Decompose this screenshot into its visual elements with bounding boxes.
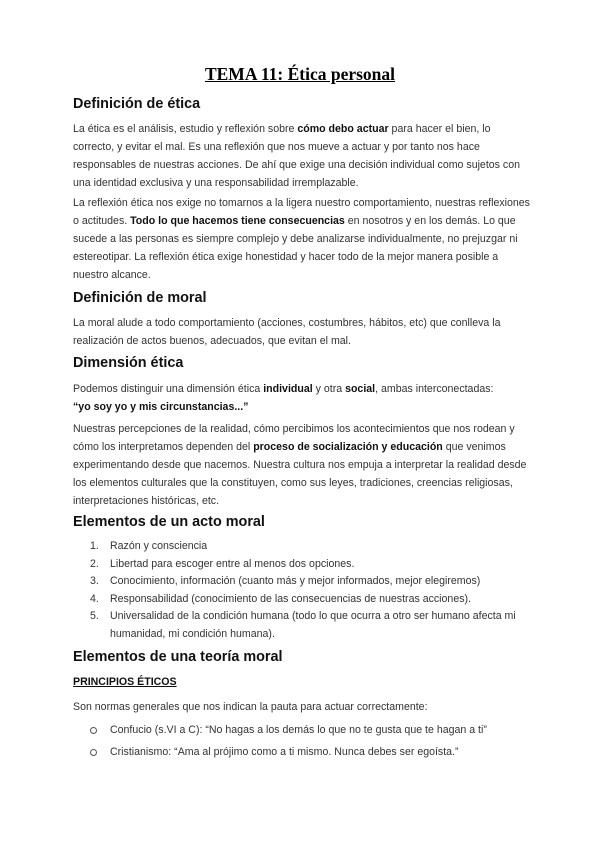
text: , ambas interconectadas: xyxy=(375,383,494,395)
text: La ética es el análisis, estudio y reflexión sobre xyxy=(73,123,298,135)
list-number: 2. xyxy=(90,557,99,570)
bullet-text: Confucio (s.VI a C): “No hagas a los demás lo que no te gusta que te hagan a ti” xyxy=(110,724,487,736)
list-text: Responsabilidad (conocimiento de las consecuencias de nuestras acciones). xyxy=(110,592,471,605)
text: que venimos experimentando desde que nacemos. Nuestra cultura nos empuja a interpretar la realidad desde los elementos culturales que la constituyen, como sus leyes, tradiciones, creencias religiosas, interpretaciones históricas, etc. xyxy=(73,441,527,507)
bullet-circle-icon xyxy=(90,749,97,756)
principios-list xyxy=(73,719,533,763)
list-text: Razón y consciencia xyxy=(110,540,208,552)
text: para hacer el bien, lo correcto, y evitar el mal. Es una reflexión que nos mueve a actuar y por tanto nos hace responsables de nuestras acciones. De ahí que exige una decisión individual como sujetos con una identidad exclusiva y una responsabilidad irremplazable. xyxy=(73,123,520,189)
bold-text: individual xyxy=(263,383,313,395)
bullet-item xyxy=(73,719,533,741)
heading-acto-moral: Elementos de un acto moral xyxy=(73,514,265,530)
text: y otra xyxy=(312,383,346,395)
heading-dimension-etica: Dimensión ética xyxy=(73,355,184,371)
bullet-circle-icon xyxy=(90,727,97,734)
paragraph-etica-1 xyxy=(73,120,533,192)
bold-text: social xyxy=(345,383,376,395)
heading-definicion-moral: Definición de moral xyxy=(73,290,207,306)
list-number: 5. xyxy=(90,610,99,622)
list-text: Libertad para escoger entre al menos dos opciones. xyxy=(110,557,355,570)
heading-teoria-moral: Elementos de una teoría moral xyxy=(73,649,283,665)
list-number: 3. xyxy=(90,575,99,587)
list-item xyxy=(73,538,533,556)
heading-definicion-etica: Definición de ética xyxy=(73,96,201,112)
paragraph-dimension-2 xyxy=(73,420,533,510)
text: en nosotros y en los demás. Lo que sucede a las personas es siempre complejo y debe analizarse individualmente, no prejuzgar ni estereotipar. La reflexión ética exige honestidad y hacer todo de la mejor manera posible a nuestro alcance. xyxy=(73,215,518,281)
paragraph-moral: La moral alude a todo comportamiento (acciones, costumbres, hábitos, etc) que conlleva la realización de actos buenos, adecuados, que evitan el mal. xyxy=(73,317,501,347)
bold-text: Todo lo que hacemos tiene consecuencias xyxy=(130,215,345,227)
list-number: 1. xyxy=(90,540,99,552)
list-text: Universalidad de la condición humana (todo lo que ocurra a otro ser humano afecta mi humanidad, mi condición humana). xyxy=(110,610,516,640)
list-text: Conocimiento, información (cuanto más y mejor informados, mejor elegiremos) xyxy=(110,575,481,587)
page-title: TEMA 11: Ética personal xyxy=(204,64,396,84)
list-number: 4. xyxy=(90,592,99,605)
text: La reflexión ética nos exige no tomarnos a la ligera nuestro comportamiento, nuestras reflexiones o actitudes. xyxy=(73,197,530,227)
bullet-item xyxy=(73,741,533,763)
list-item xyxy=(73,591,533,609)
paragraph-dimension-1 xyxy=(73,380,533,416)
list-item xyxy=(73,556,533,574)
text: Nuestras percepciones de la realidad, cómo percibimos los acontecimientos que nos rodean y cómo los interpretamos dependen del xyxy=(73,423,515,453)
paragraph-etica-2 xyxy=(73,194,533,284)
paragraph-principios: Son normas generales que nos indican la pauta para actuar correctamente: xyxy=(73,701,428,713)
quote-text: “yo soy yo y mis circunstancias...” xyxy=(73,401,249,413)
bold-text: proceso de socialización y educación xyxy=(253,441,443,453)
text: Podemos distinguir una dimensión ética xyxy=(73,383,264,395)
acto-moral-list xyxy=(73,538,533,643)
list-item xyxy=(73,573,533,591)
list-item xyxy=(73,608,533,643)
bullet-text: Cristianismo: “Ama al prójimo como a ti mismo. Nunca debes ser egoísta.” xyxy=(110,746,459,758)
bold-text: cómo debo actuar xyxy=(297,123,389,135)
subheading-principios-eticos: PRINCIPIOS ÉTICOS xyxy=(73,676,177,688)
